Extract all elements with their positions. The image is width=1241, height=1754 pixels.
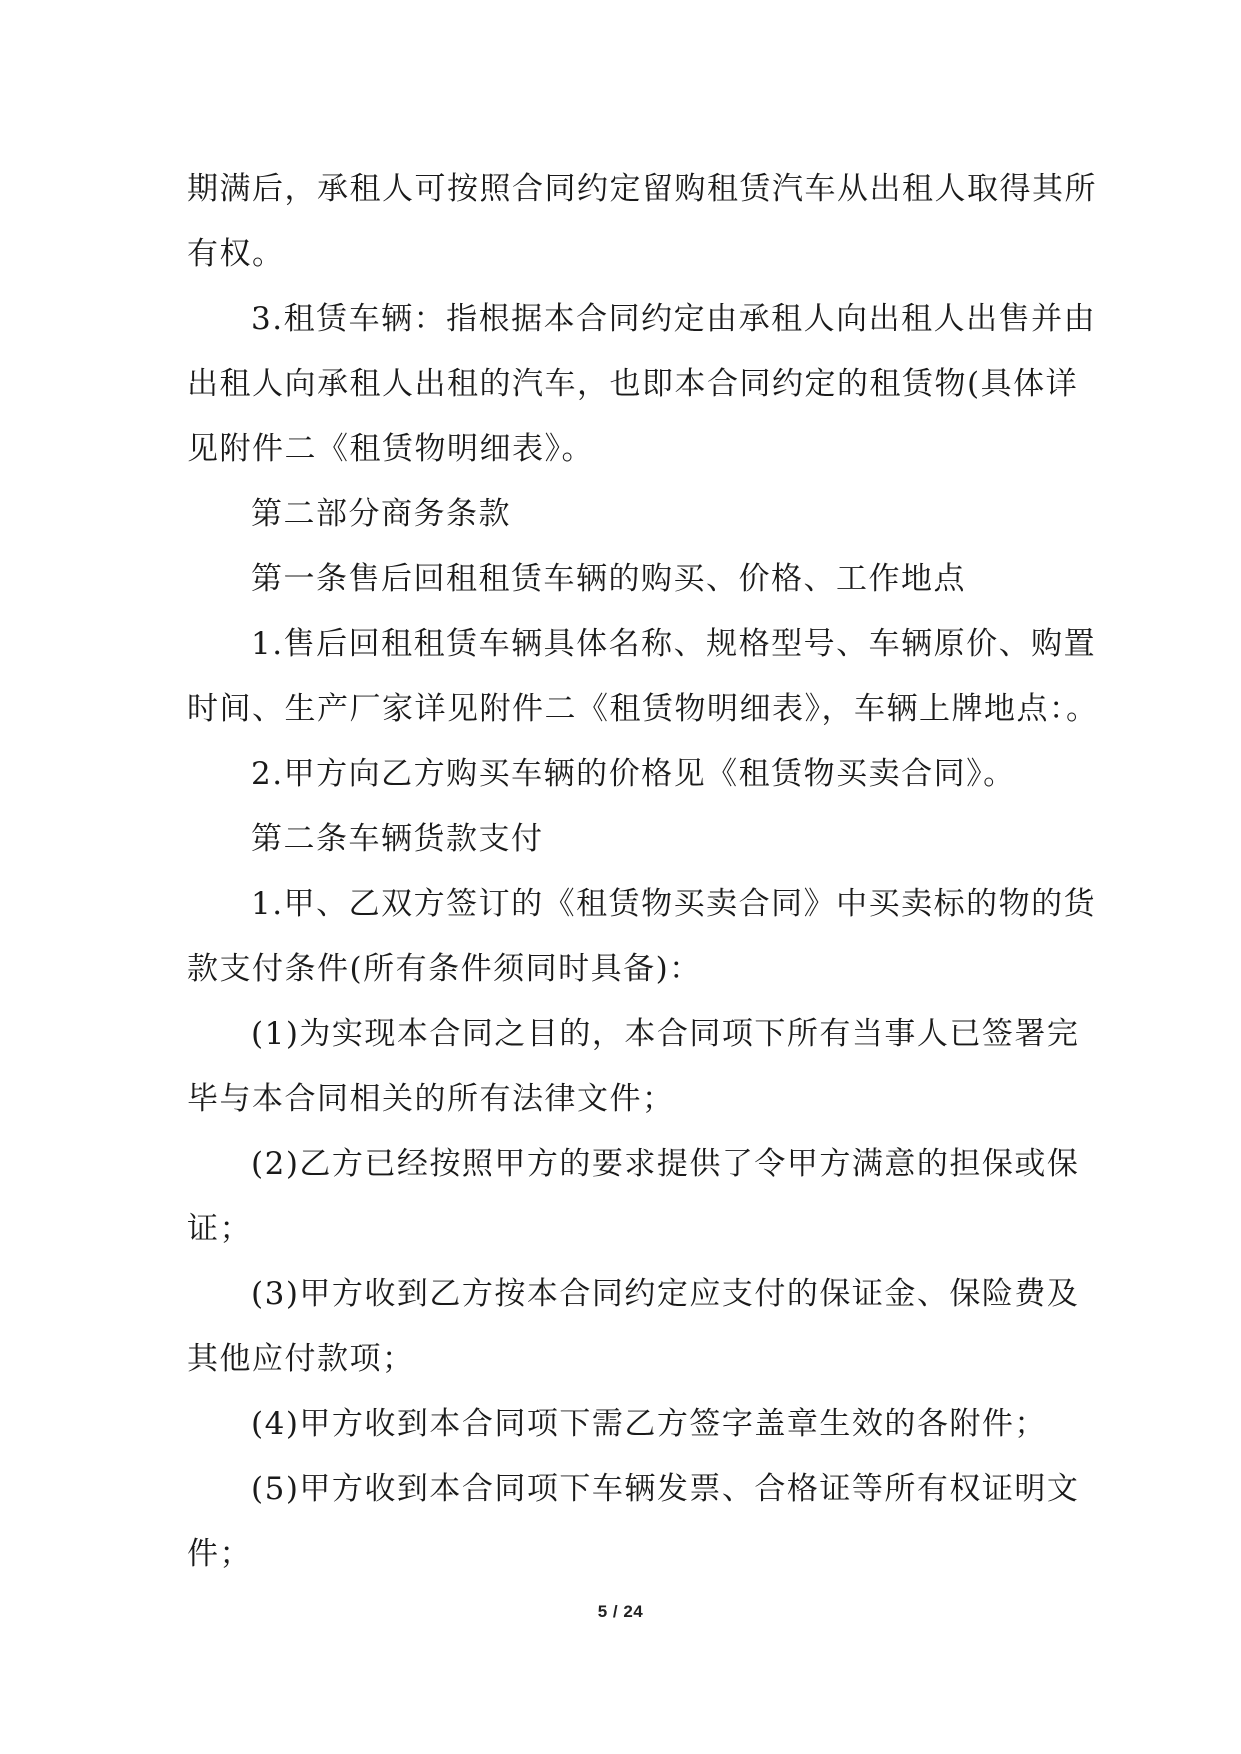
text-line: 有权。 — [187, 236, 285, 272]
document-body — [187, 157, 1099, 1587]
text-line: 1.甲、乙双方签订的《租赁物买卖合同》中买卖标的物的货 — [251, 886, 1097, 922]
text-line: (4)甲方收到本合同项下需乙方签字盖章生效的各附件； — [251, 1406, 1047, 1442]
text-line: 2.甲方向乙方购买车辆的价格见《租赁物买卖合同》。 — [251, 756, 1016, 792]
text-line: 出租人向承租人出租的汽车，也即本合同约定的租赁物(具体详 — [187, 366, 1079, 402]
text-line: 款支付条件(所有条件须同时具备)： — [187, 951, 702, 987]
text-line: 证； — [187, 1211, 252, 1247]
text-line: 第二条车辆货款支付 — [251, 821, 544, 857]
text-line: 期满后，承租人可按照合同约定留购租赁汽车从出租人取得其所 — [187, 171, 1097, 207]
text-line: 第一条售后回租租赁车辆的购买、价格、工作地点 — [251, 561, 966, 597]
text-line: (1)为实现本合同之目的，本合同项下所有当事人已签署完 — [251, 1016, 1080, 1052]
text-line: 见附件二《租赁物明细表》。 — [187, 431, 594, 467]
text-line: 时间、生产厂家详见附件二《租赁物明细表》，车辆上牌地点：。 — [187, 691, 1099, 727]
text-line: 件； — [187, 1536, 252, 1572]
text-line: 1.售后回租租赁车辆具体名称、规格型号、车辆原价、购置 — [251, 626, 1097, 662]
text-line: (5)甲方收到本合同项下车辆发票、合格证等所有权证明文 — [251, 1471, 1080, 1507]
text-line: 毕与本合同相关的所有法律文件； — [187, 1081, 675, 1117]
text-line: (3)甲方收到乙方按本合同约定应支付的保证金、保险费及 — [251, 1276, 1080, 1312]
text-line: 其他应付款项； — [187, 1341, 415, 1377]
text-line: (2)乙方已经按照甲方的要求提供了令甲方满意的担保或保 — [251, 1146, 1080, 1182]
text-line: 第二部分商务条款 — [251, 496, 511, 532]
page-number: 5 / 24 — [597, 1602, 644, 1621]
text-line: 3.租赁车辆：指根据本合同约定由承租人向出租人出售并由 — [251, 301, 1097, 337]
